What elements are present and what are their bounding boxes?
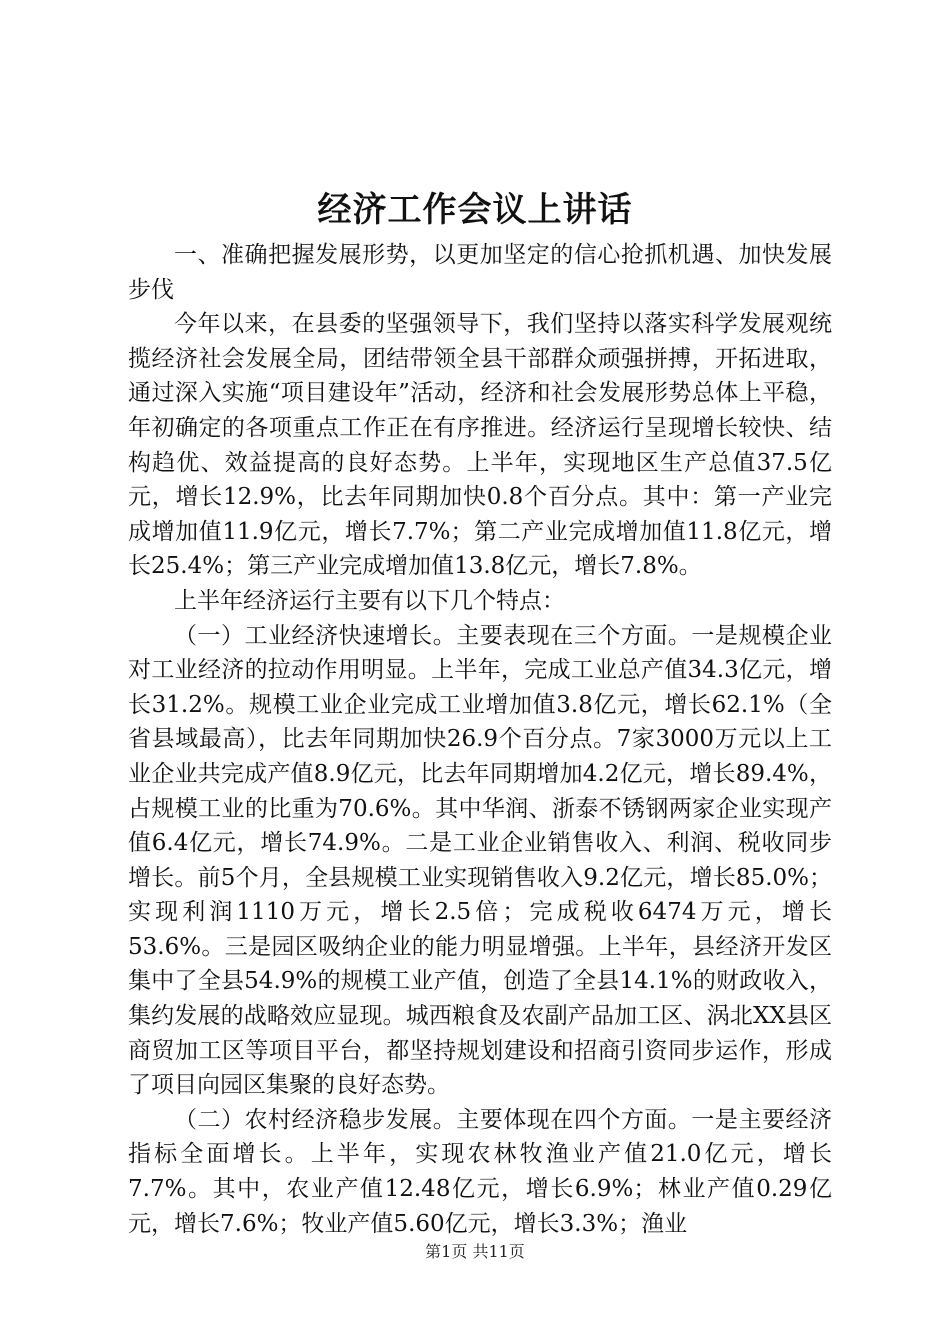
body-paragraph: 今年以来，在县委的坚强领导下，我们坚持以落实科学发展观统揽经济社会发展全局，团结带领全县干部群众顽强拼搏，开拓进取，通过深入实施“项目建设年”活动，经济和社会发展形势总体上平稳，年初确定的各项重点工作正在有序推进。经济运行呈现增长较快、结构趋优、效益提高的良好态势。上半年，实现地区生产总值37.5亿元，增长12.9%，比去年同期加快0.8个百分点。其中：第一产业完成增加值11.9亿元，增长7.7%；第二产业完成增加值11.8亿元，增长25.4%；第三产业完成增加值13.8亿元，增长7.8%。 [128,311,832,580]
page-number-footer: 第1页 共11页 [425,1242,525,1261]
document-body [128,238,832,1241]
document-title: 经济工作会议上讲话 [317,190,633,230]
body-paragraph: 上半年经济运行主要有以下几个特点： [174,587,565,614]
section-heading: 一、准确把握发展形势，以更加坚定的信心抢抓机遇、加快发展步伐 [128,242,832,303]
body-paragraph: （一）工业经济快速增长。主要表现在三个方面。一是规模企业对工业经济的拉动作用明显。上半年，完成工业总产值34.3亿元，增长31.2%。规模工业企业完成工业增加值3.8亿元，增长62.1%（全省县域最高），比去年同期加快26.9个百分点。7家3000万元以上工业企业共完成产值8.9亿元，比去年同期增加4.2亿元，增长89.4%，占规模工业的比重为70.6%。其中华润、浙泰不锈钢两家企业实现产值6.4亿元，增长74.9%。二是工业企业销售收入、利润、税收同步增长。前5个月，全县规模工业实现销售收入9.2亿元，增长85.0%；实现利润1110万元，增长2.5倍；完成税收6474万元，增长53.6%。三是园区吸纳企业的能力明显增强。上半年，县经济开发区集中了全县54.9%的规模工业产值，创造了全县14.1%的财政收入，集约发展的战略效应显现。城西粮食及农副产品加工区、涡北XX县区商贸加工区等项目平台，都坚持规划建设和招商引资同步运作，形成了项目向园区集聚的良好态势。 [128,622,832,1099]
body-paragraph: （二）农村经济稳步发展。主要体现在四个方面。一是主要经济指标全面增长。上半年，实现农林牧渔业产值21.0亿元，增长7.7%。其中，农业产值12.48亿元，增长6.9%；林业产值0.29亿元，增长7.6%；牧业产值5.60亿元，增长3.3%；渔业 [128,1106,832,1237]
